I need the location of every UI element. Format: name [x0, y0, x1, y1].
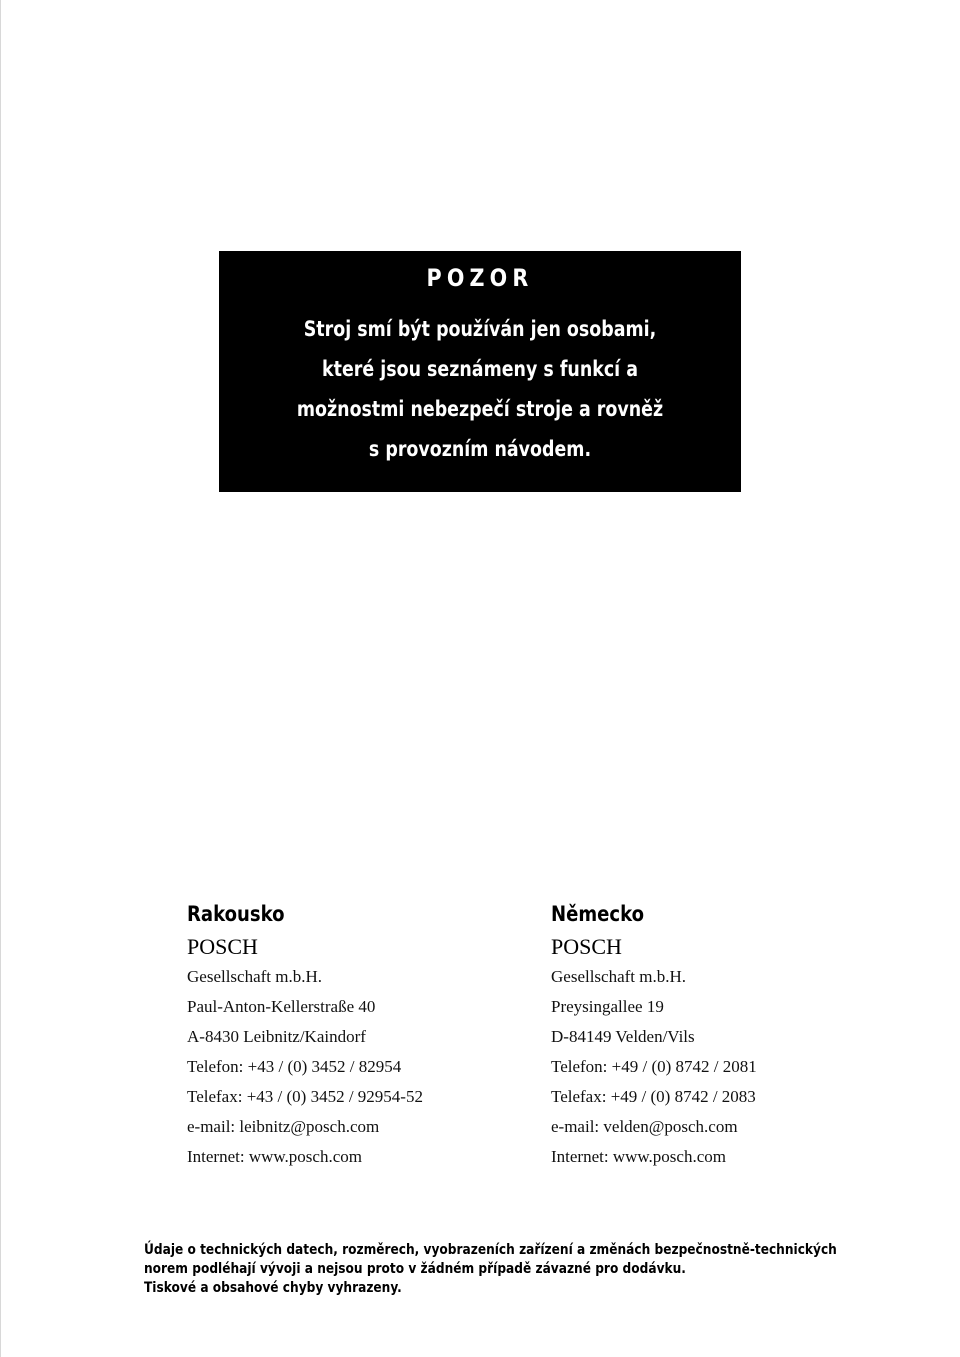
contact-city: D-84149 Velden/Vils	[551, 1027, 695, 1046]
disclaimer	[144, 1241, 940, 1298]
contact-legal-form: Gesellschaft m.b.H.	[187, 967, 323, 986]
contact-country: Rakousko	[187, 902, 285, 926]
contact-city: A-8430 Leibnitz/Kaindorf	[187, 1027, 366, 1046]
contact-street: Preysingallee 19	[551, 997, 664, 1016]
disclaimer-line: Tiskové a obsahové chyby vyhrazeny.	[144, 1280, 402, 1296]
contact-company: POSCH	[551, 934, 622, 959]
contact-country: Německo	[551, 902, 645, 926]
contact-fax: Telefax: +43 / (0) 3452 / 92954-52	[187, 1087, 423, 1106]
warning-line: Stroj smí být používán jen osobami,	[303, 317, 657, 341]
disclaimer-line: Údaje o technických datech, rozměrech, vyobrazeních zařízení a změnách bezpečnostně-technických	[144, 1242, 837, 1258]
warning-line: možnostmi nebezpečí stroje a rovněž	[296, 397, 664, 421]
warning-title: POZOR	[426, 264, 534, 292]
contact-block-germany	[551, 898, 757, 1172]
contact-block-austria	[187, 898, 423, 1172]
contact-street: Paul-Anton-Kellerstraße 40	[187, 997, 376, 1016]
warning-text	[219, 309, 741, 469]
contact-fax: Telefax: +49 / (0) 8742 / 2083	[551, 1087, 756, 1106]
contact-email: e-mail: leibnitz@posch.com	[187, 1117, 380, 1136]
contact-company: POSCH	[187, 934, 258, 959]
contact-phone: Telefon: +49 / (0) 8742 / 2081	[551, 1057, 757, 1076]
warning-box	[219, 251, 741, 492]
contact-web: Internet: www.posch.com	[551, 1147, 726, 1166]
disclaimer-line: norem podléhají vývoji a nejsou proto v žádném případě závazné pro dodávku.	[144, 1261, 686, 1277]
warning-line: které jsou seznámeny s funkcí a	[322, 357, 638, 381]
contact-web: Internet: www.posch.com	[187, 1147, 362, 1166]
contact-legal-form: Gesellschaft m.b.H.	[551, 967, 687, 986]
page-edge	[0, 0, 1, 1357]
contact-phone: Telefon: +43 / (0) 3452 / 82954	[187, 1057, 402, 1076]
warning-line: s provozním návodem.	[368, 437, 592, 461]
contact-email: e-mail: velden@posch.com	[551, 1117, 738, 1136]
